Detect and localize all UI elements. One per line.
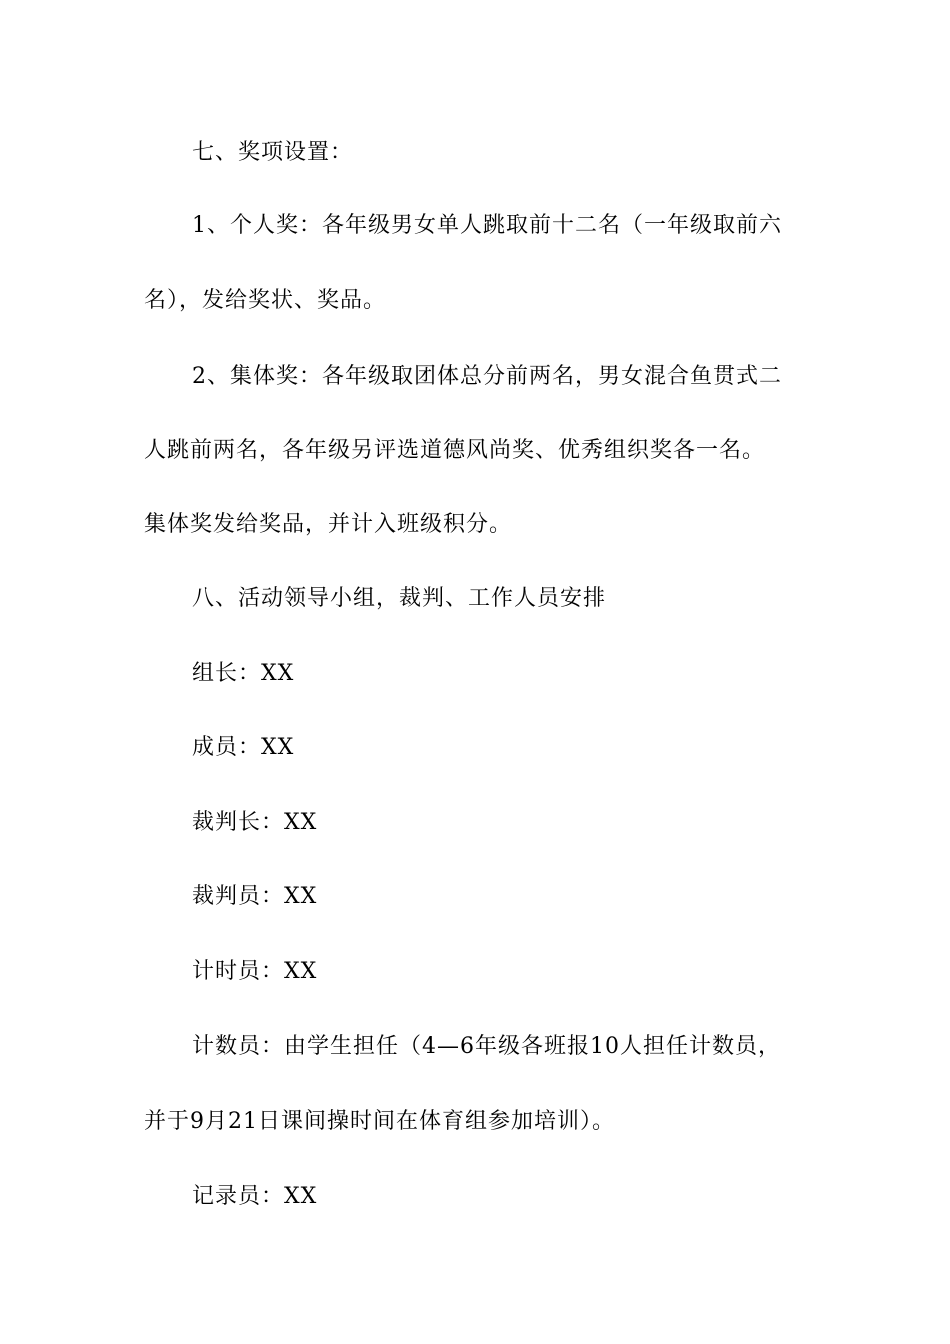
counter-line2: 并于9月21日课间操时间在体育组参加培训）。 <box>144 1109 615 1134</box>
members-line: 成员：XX <box>192 735 295 760</box>
counter-line1: 计数员：由学生担任（4—6年级各班报10人担任计数员， <box>192 1034 781 1059</box>
referees-line: 裁判员：XX <box>192 884 318 909</box>
section8-heading: 八、活动领导小组，裁判、工作人员安排 <box>192 586 607 611</box>
timekeeper-line: 计时员：XX <box>192 959 318 984</box>
leader-line: 组长：XX <box>192 661 295 686</box>
award1-line1: 1、个人奖：各年级男女单人跳取前十二名（一年级取前六 <box>192 213 782 238</box>
section7-heading: 七、奖项设置： <box>192 140 354 165</box>
award2-line2: 人跳前两名，各年级另评选道德风尚奖、优秀组织奖各一名。 <box>144 438 766 463</box>
recorder-line: 记录员：XX <box>192 1184 318 1209</box>
award2-line1: 2、集体奖：各年级取团体总分前两名，男女混合鱼贯式二 <box>192 364 782 389</box>
chief-referee-line: 裁判长：XX <box>192 810 318 835</box>
award1-line2: 名），发给奖状、奖品。 <box>144 288 387 313</box>
award2-line3: 集体奖发给奖品，并计入班级积分。 <box>144 512 513 537</box>
